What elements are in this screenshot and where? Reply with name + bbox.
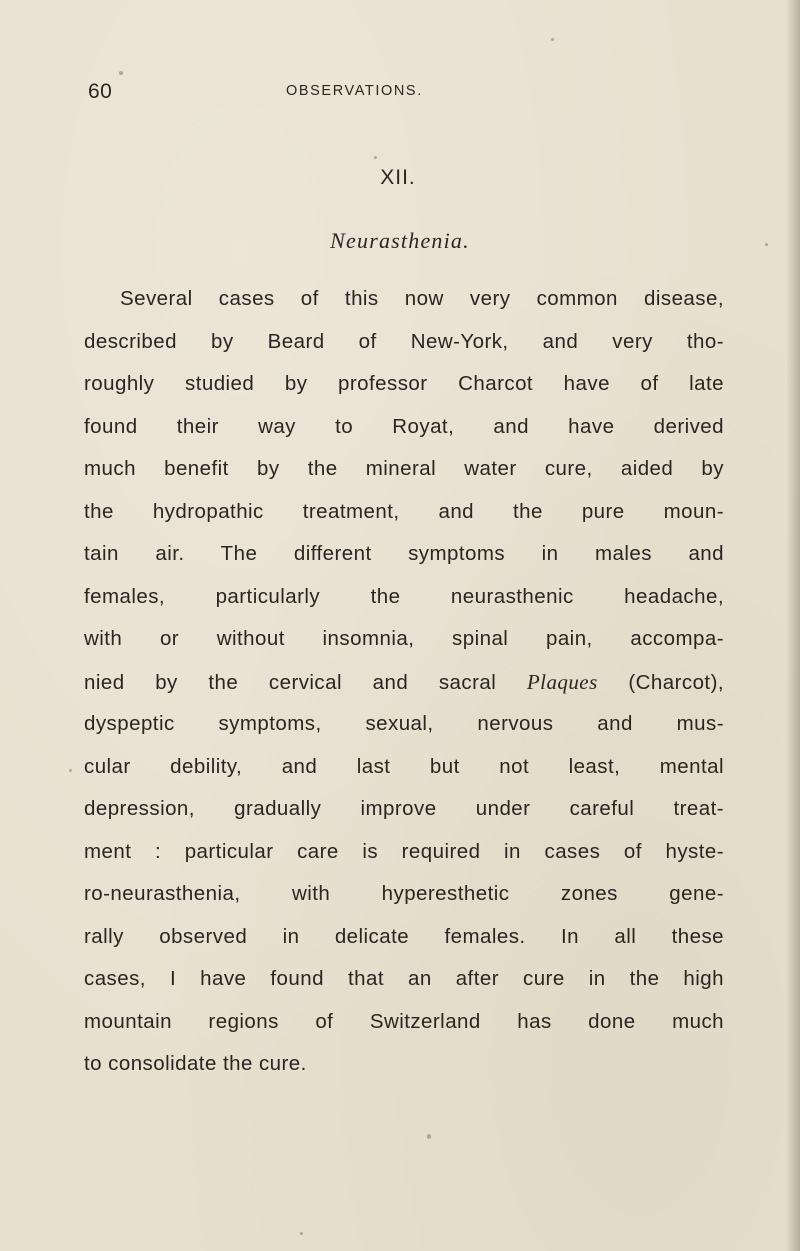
paper-speck — [119, 71, 123, 75]
text-line: roughly studied by professor Charcot have of late — [84, 372, 724, 395]
running-title: OBSERVATIONS. — [286, 83, 423, 99]
text-line: Several cases of this now very common disease, — [120, 287, 724, 310]
text-fragment: (Charcot), — [628, 670, 724, 694]
paper-speck — [765, 243, 768, 246]
text-line: the hydropathic treatment, and the pure moun- — [84, 499, 724, 523]
text-line: much benefit by the mineral water cure, aided by — [84, 457, 724, 480]
text-line: dyspeptic symptoms, sexual, nervous and mus- — [84, 712, 724, 735]
paper-speck — [700, 980, 703, 983]
text-line: cases, I have found that an after cure in the high — [84, 967, 724, 990]
text-line: found their way to Royat, and have derived — [84, 414, 724, 438]
page-number: 60 — [88, 80, 113, 103]
emphasis-plaques: Plaques — [526, 669, 598, 694]
text-fragment: nied by the cervical and sacral — [84, 670, 497, 694]
text-line: ro-neurasthenia, with hyperesthetic zones gene- — [84, 882, 724, 905]
paper-speck — [427, 1134, 431, 1139]
text-line-with-emphasis — [84, 661, 724, 704]
running-head — [88, 80, 728, 106]
section-number: XII. — [380, 166, 416, 189]
body-paragraph — [84, 278, 724, 1086]
paper-speck — [300, 1232, 303, 1235]
text-line: with or without insomnia, spinal pain, accompa- — [84, 627, 724, 650]
text-line: mountain regions of Switzerland has done much — [84, 1009, 724, 1033]
paper-speck — [69, 769, 72, 772]
section-title: Neurasthenia. — [330, 228, 470, 253]
text-line: rally observed in delicate females. In all these — [84, 924, 724, 948]
text-line: females, particularly the neurasthenic headache, — [84, 584, 724, 608]
text-line-final: to consolidate the cure. — [84, 1052, 307, 1075]
paper-speck — [374, 156, 377, 159]
text-line: ment : particular care is required in cases of hyste- — [84, 839, 724, 863]
text-line: tain air. The different symptoms in males and — [84, 542, 724, 565]
text-line: depression, gradually improve under careful treat- — [84, 797, 724, 820]
text-line: cular debility, and last but not least, mental — [84, 754, 724, 778]
paper-speck — [551, 38, 554, 41]
text-line: described by Beard of New-York, and very tho- — [84, 329, 724, 353]
